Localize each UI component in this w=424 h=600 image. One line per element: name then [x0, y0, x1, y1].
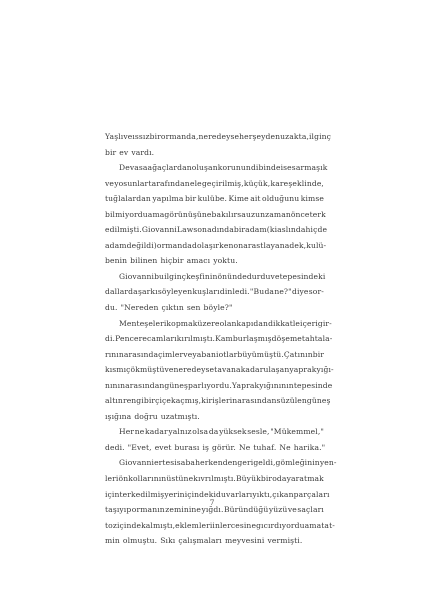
text-line: nının arasından güneş parlıyordu. Yaprak yığınının tepesinde	[105, 380, 333, 390]
text-line: bilmiyordu ama görünüşüne bakılırsa uzun zaman önce terk	[105, 209, 326, 219]
text-line: taşıyıp ormanın zeminine yığdı. Büründüğü yüzü ve saçları	[105, 505, 324, 515]
text-line: benin bilinen hiçbir amacı yoktu.	[105, 256, 238, 266]
text-line: kısmı çökmüştü ve neredeyse tavana kadar ulaşan yaprak yığı-	[105, 365, 334, 375]
paragraph	[105, 269, 324, 316]
text-line: dedi. "Evet, evet burası iş görür. Ne tuhaf. Ne harika."	[105, 442, 326, 452]
text-line: edilmişti. Giovanni Lawson adında bir adam (ki aslında hiç de	[105, 225, 328, 235]
text-line: rının arasında çimler ve yabani otlar büyümüştü. Çatının bir	[105, 349, 325, 359]
text-line: için terk edilmiş yerin içindeki duvarları yıktı, çıkan parçaları	[105, 489, 330, 499]
paragraph	[105, 160, 328, 269]
body-text	[105, 129, 337, 549]
text-line: Menteşeleri kopmak üzere olan kapıdan dikkatle içeri gir-	[119, 318, 332, 328]
text-line: ve yosunlar tarafından ele geçirilmiş, küçük, kare şeklinde,	[105, 178, 324, 188]
paragraph	[105, 129, 332, 160]
text-line: dallarda şarkı söyleyen kuşları dinledi. "Bu da ne?" diye sor-	[105, 287, 324, 297]
text-line: tuğlalardan yapılma bir kulübe. Kime ait olduğunu kimse	[105, 194, 324, 204]
text-line: adam değildi) ormanda dolaşırken ona rastlayana dek, kulü-	[105, 240, 327, 250]
text-line: du. "Nereden çıktın sen böyle?"	[105, 303, 233, 313]
text-line: Devasa ağaçlardan oluşan korunun dibinde ise sarmaşık	[119, 163, 328, 173]
text-line: Her ne kadar yalnız olsa da yüksek sesle, "Mükemmel,"	[119, 427, 324, 437]
text-line: ışığına doğru uzatmıştı.	[105, 411, 200, 421]
text-line: bir ev vardı.	[105, 147, 155, 157]
text-line: Yaşlı ve ıssız bir ormanda, neredeyse her şeyden uzakta, ilginç	[105, 132, 332, 141]
page-number: 7	[209, 498, 215, 507]
text-line: min olmuştu. Sıkı çalışmaları meyvesini vermişti.	[105, 536, 303, 546]
text-line: altın rengi bir çiçek açmış, kirişlerin arasından süzülen güneş	[105, 396, 331, 406]
paragraph	[105, 316, 334, 425]
text-line: Giovanni bu ilginç keşfinin önünde durdu ve tepesindeki	[119, 271, 326, 281]
text-line: toz içinde kalmıştı, eklemleri inlercesine gıcırdıyordu ama tat-	[105, 520, 335, 530]
text-line: di. Pencere camları kırılmıştı. Kamburlaşmış döşeme tahtala-	[105, 334, 333, 344]
text-line: leri ön kollarının üstüne kıvrılmıştı. Büyük bir oda yaratmak	[105, 474, 324, 484]
text-line: Giovanni ertesi sabah erkenden geri geldi, gömleğinin yen-	[119, 458, 337, 468]
paragraph	[105, 424, 324, 455]
